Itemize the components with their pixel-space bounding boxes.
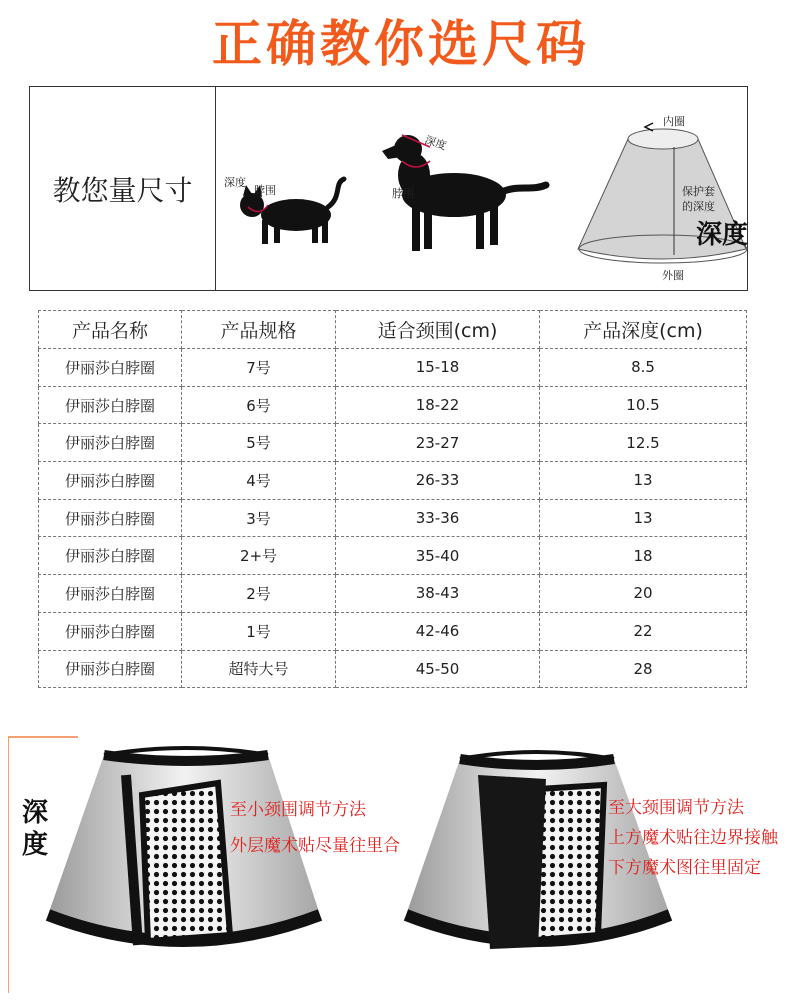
cell-neck: 42-46 xyxy=(336,612,540,650)
table-row xyxy=(39,650,747,688)
cell-spec: 1号 xyxy=(182,612,336,650)
cone-depth-label-1: 保护套 xyxy=(682,185,715,198)
cell-spec: 5号 xyxy=(182,424,336,462)
right-note-2: 上方魔术贴往边界接触 xyxy=(608,828,778,848)
table-row xyxy=(39,386,747,424)
header-product-name: 产品名称 xyxy=(39,311,182,349)
cell-depth: 13 xyxy=(540,462,747,500)
cell-depth: 13 xyxy=(540,499,747,537)
cell-spec: 2号 xyxy=(182,575,336,613)
table-row xyxy=(39,424,747,462)
cell-spec: 7号 xyxy=(182,349,336,387)
cell-depth: 22 xyxy=(540,612,747,650)
cell-depth: 12.5 xyxy=(540,424,747,462)
table-row xyxy=(39,349,747,387)
size-table xyxy=(38,310,747,688)
cell-spec: 6号 xyxy=(182,386,336,424)
cell-neck: 23-27 xyxy=(336,424,540,462)
cell-name: 伊丽莎白脖圈 xyxy=(39,575,182,613)
header-depth: 产品深度(cm) xyxy=(540,311,747,349)
measure-illustration xyxy=(216,87,748,290)
cell-neck: 45-50 xyxy=(336,650,540,688)
table-row xyxy=(39,499,747,537)
right-cone-photo xyxy=(406,752,670,949)
cell-neck: 18-22 xyxy=(336,386,540,424)
size-table-header-row xyxy=(39,311,747,349)
cat-depth-label: 深度 xyxy=(224,176,246,189)
cell-neck: 26-33 xyxy=(336,462,540,500)
photo-depth-label: 深度 xyxy=(22,798,49,860)
cone-inner-label: 内圈 xyxy=(663,115,685,128)
cone-depth-label-2: 的深度 xyxy=(682,200,715,213)
cell-spec: 超特大号 xyxy=(182,650,336,688)
cell-spec: 2+号 xyxy=(182,537,336,575)
dog-neck-label: 脖围 xyxy=(392,187,414,200)
cell-name: 伊丽莎白脖圈 xyxy=(39,462,182,500)
measure-guide xyxy=(29,86,748,291)
cell-name: 伊丽莎白脖圈 xyxy=(39,386,182,424)
cat-neck-label: 脖围 xyxy=(254,184,276,197)
cell-name: 伊丽莎白脖圈 xyxy=(39,612,182,650)
cell-spec: 3号 xyxy=(182,499,336,537)
dog-depth-label: 深度 xyxy=(423,133,449,153)
header-product-spec: 产品规格 xyxy=(182,311,336,349)
right-note-1: 至大颈围调节方法 xyxy=(608,798,744,818)
measure-heading: 教您量尺寸 xyxy=(30,87,216,290)
table-row xyxy=(39,462,747,500)
right-note-3: 下方魔术图往里固定 xyxy=(608,858,761,878)
cell-neck: 35-40 xyxy=(336,537,540,575)
left-note-1: 至小颈围调节方法 xyxy=(230,800,366,820)
table-row xyxy=(39,575,747,613)
cell-name: 伊丽莎白脖圈 xyxy=(39,499,182,537)
cell-neck: 33-36 xyxy=(336,499,540,537)
table-row xyxy=(39,537,747,575)
cell-depth: 20 xyxy=(540,575,747,613)
left-note-2: 外层魔术贴尽量往里合 xyxy=(230,836,400,856)
cell-spec: 4号 xyxy=(182,462,336,500)
cone-outer-label: 外圈 xyxy=(662,269,684,282)
cell-name: 伊丽莎白脖圈 xyxy=(39,650,182,688)
cell-neck: 15-18 xyxy=(336,349,540,387)
header-neck-size: 适合颈围(cm) xyxy=(336,311,540,349)
cell-name: 伊丽莎白脖圈 xyxy=(39,537,182,575)
cell-depth: 8.5 xyxy=(540,349,747,387)
cell-name: 伊丽莎白脖圈 xyxy=(39,349,182,387)
table-row xyxy=(39,612,747,650)
cone-depth-label-big: 深度 xyxy=(696,220,748,250)
cell-depth: 28 xyxy=(540,650,747,688)
cell-depth: 10.5 xyxy=(540,386,747,424)
cell-depth: 18 xyxy=(540,537,747,575)
cell-name: 伊丽莎白脖圈 xyxy=(39,424,182,462)
page-title: 正确教你选尺码 xyxy=(212,15,590,73)
adjustment-photos xyxy=(8,735,794,993)
cell-neck: 38-43 xyxy=(336,575,540,613)
